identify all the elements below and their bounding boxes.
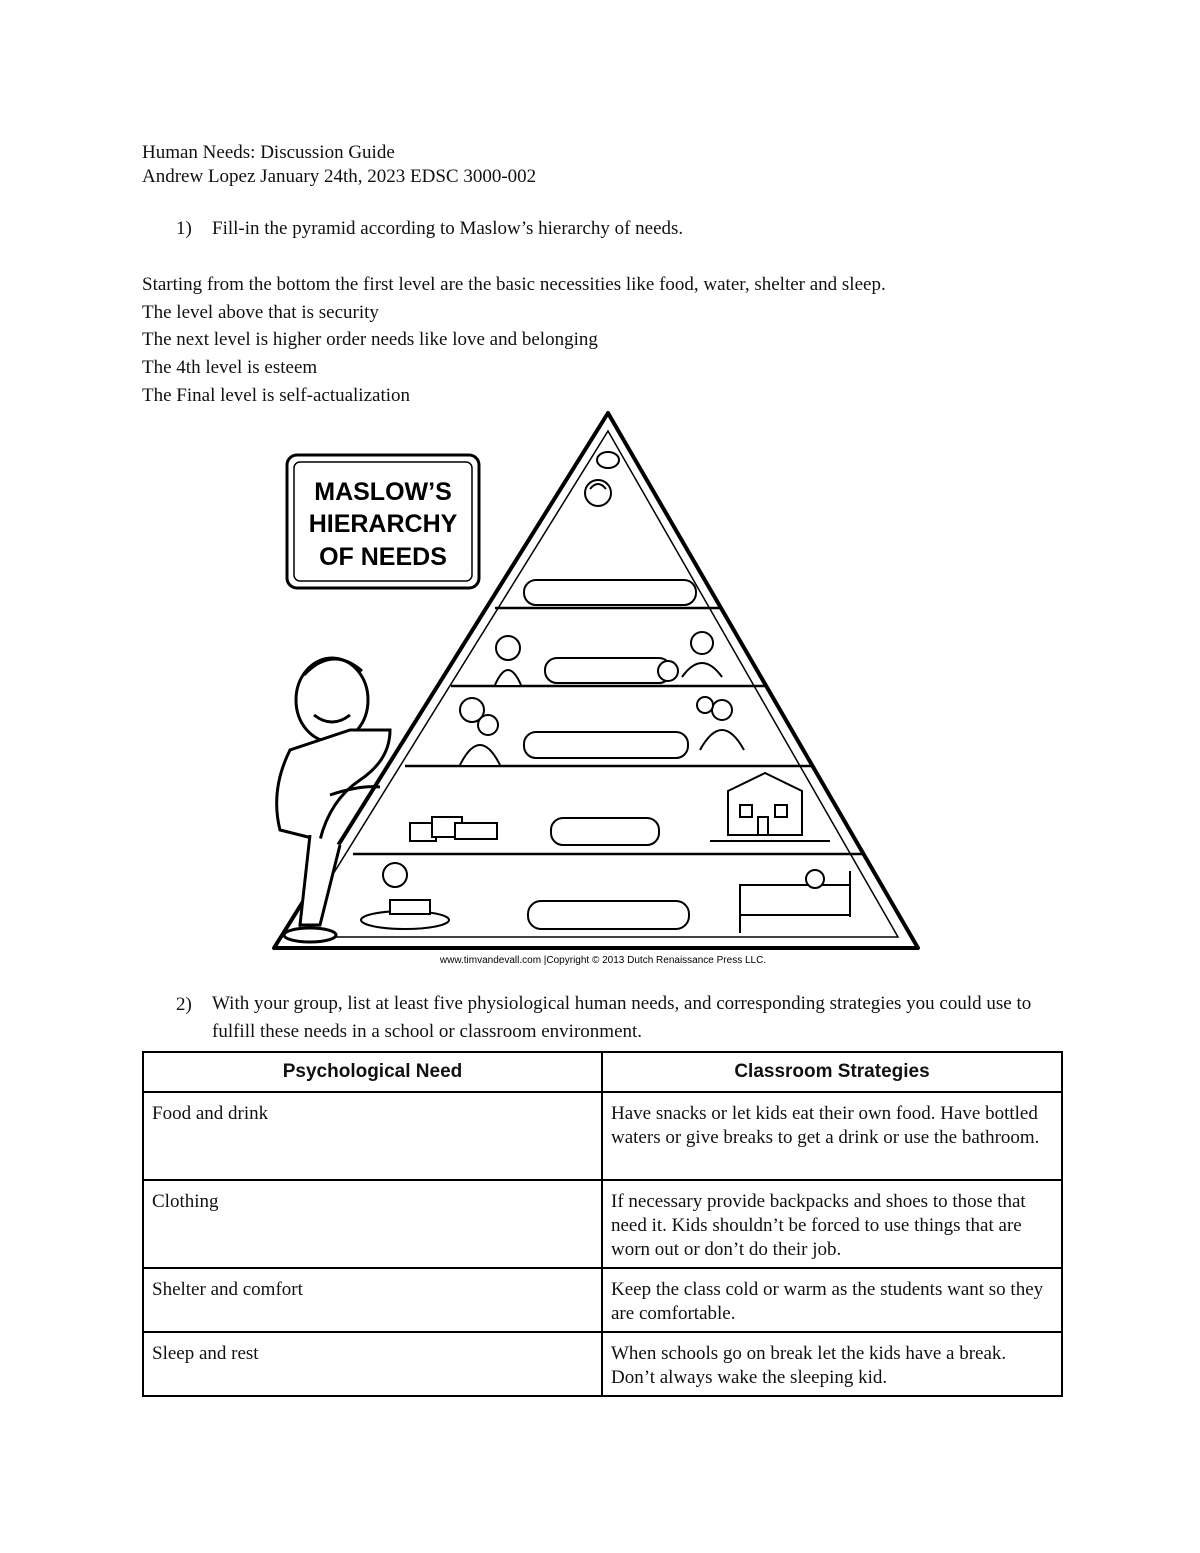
fill-in-box-level-3[interactable]: [524, 732, 688, 758]
fill-in-box-level-4[interactable]: [545, 658, 671, 683]
fill-in-box-level-5[interactable]: [524, 580, 696, 605]
strategy-cell: When schools go on break let the kids have a break. Don’t always wake the sleeping kid.: [602, 1332, 1062, 1396]
document-subtitle: Andrew Lopez January 24th, 2023 EDSC 3000-002: [142, 166, 537, 187]
document-title: Human Needs: Discussion Guide: [142, 142, 395, 163]
answer-line-1: Starting from the bottom the first level are the basic necessities like food, water, shelter and sleep.: [142, 274, 886, 295]
answer-line-4: The 4th level is esteem: [142, 357, 318, 378]
sign-line-1: MASLOW’S: [314, 478, 452, 506]
answer-line-5: The Final level is self-actualization: [142, 385, 411, 406]
strategy-cell: If necessary provide backpacks and shoes to those that need it. Kids shouldn’t be forced to use things that are worn out or don’t do their job.: [602, 1180, 1062, 1268]
need-cell: Shelter and comfort: [143, 1268, 602, 1332]
question-2-text: With your group, list at least five physiological human needs, and corresponding strategies you could use to fulfill these needs in a school or classroom environment.: [212, 993, 1032, 1042]
need-cell: Food and drink: [143, 1092, 602, 1180]
table-row: [143, 1092, 1062, 1180]
need-cell: Sleep and rest: [143, 1332, 602, 1396]
strategy-cell: Keep the class cold or warm as the students want so they are comfortable.: [602, 1268, 1062, 1332]
table-row: [143, 1332, 1062, 1396]
maslow-pyramid-illustration: [270, 405, 930, 975]
question-1-number: 1): [176, 218, 192, 239]
question-1-text: Fill-in the pyramid according to Maslow’s hierarchy of needs.: [212, 218, 684, 239]
table-row: [143, 1180, 1062, 1268]
header-classroom-strategies: Classroom Strategies: [602, 1052, 1062, 1092]
fill-in-box-level-2[interactable]: [551, 818, 659, 845]
table-row: [143, 1268, 1062, 1332]
needs-strategies-table: [142, 1051, 1063, 1397]
question-2-number: 2): [176, 994, 192, 1015]
strategy-cell: Have snacks or let kids eat their own food. Have bottled waters or give breaks to get a drink or use the bathroom.: [602, 1092, 1062, 1180]
answer-line-3: The next level is higher order needs like love and belonging: [142, 329, 598, 350]
fill-in-box-level-1[interactable]: [528, 901, 689, 929]
sign-line-3: OF NEEDS: [319, 543, 447, 571]
copyright-notice: www.timvandevall.com |Copyright © 2013 Dutch Renaissance Press LLC.: [439, 955, 767, 966]
table-header-row: [143, 1052, 1062, 1092]
sign-line-2: HIERARCHY: [308, 510, 458, 538]
answer-line-2: The level above that is security: [142, 302, 379, 323]
need-cell: Clothing: [143, 1180, 602, 1268]
maslow-sign: [287, 455, 479, 588]
header-psychological-need: Psychological Need: [143, 1052, 602, 1092]
